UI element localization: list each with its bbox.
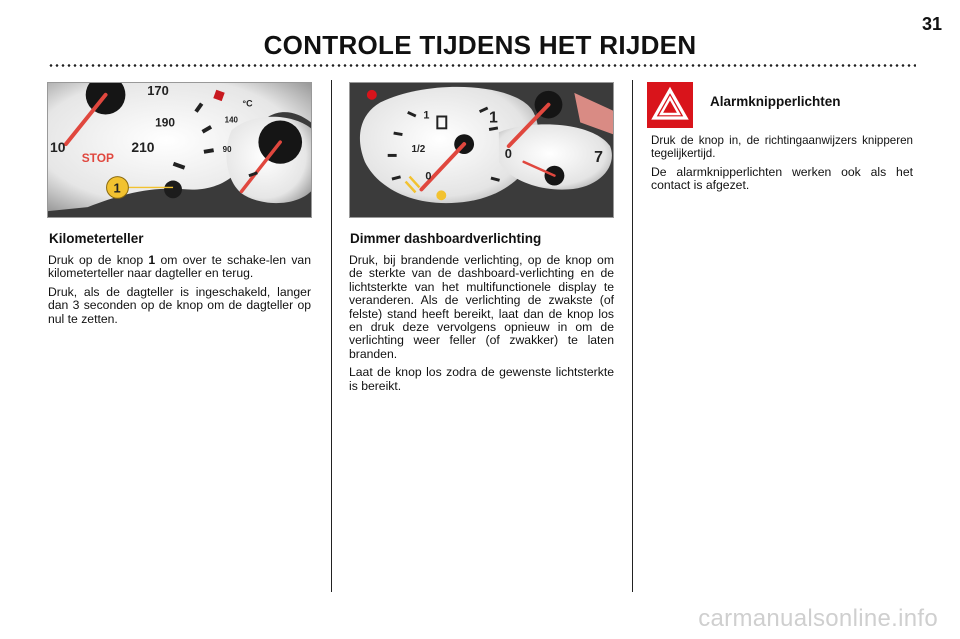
odometer-heading: Kilometerteller [49,231,144,246]
watermark: carmanualsonline.info [698,605,938,632]
page-number: 31 [921,14,942,34]
dotted-divider [48,64,916,67]
odometer-paragraph-1: Druk op de knop 1 om over te schake-len van kilometerteller naar dagteller en terug. [48,253,311,281]
dial-number-90: 90 [222,144,232,154]
column-divider-right [632,80,633,592]
tacho-mark-1: 1 [488,109,498,127]
hazard-heading: Alarmknipperlichten [710,94,841,109]
hazard-paragraph-2: De alarmknipperlichten werken ook als het contact is afgezet. [651,164,913,193]
column-divider-left [331,80,332,592]
fuel-mark-half: 1/2 [411,143,426,155]
dial-number-190: 190 [155,115,176,130]
callout-number: 1 [113,180,121,196]
hazard-button-image [647,82,693,128]
dial-number-170: 170 [147,83,169,98]
dimmer-paragraph-2: Laat de knop los zodra de gewenste lichtsterkte is bereikt. [349,365,614,393]
dial-number-210: 210 [131,139,155,155]
dimmer-text [349,254,614,398]
knob-reference: 1 [148,253,156,267]
dial-number-10: 10 [49,139,66,155]
odometer-text [48,254,311,331]
fuel-mark-full: 1 [423,109,430,122]
tacho-mark-0: 0 [504,145,513,161]
dimmer-heading: Dimmer dashboardverlichting [350,231,542,246]
dimmer-paragraph-1: Druk, bij brandende verlichting, op de knop om de sterkte van de dashboard-verlichting en de lichtsterkte van het multifunctionele display te veranderen. Als de verlichting de zwakste (of felste) stand heeft bereikt, laat dan de knop los en druk deze vervolgens opnieuw in om de verlichting weer feller (of zwakker) te laten branden. [349,253,614,361]
tacho-mark-7: 7 [594,148,603,166]
page-title: CONTROLE TIJDENS HET RIJDEN [263,30,697,60]
dial-number-140: 140 [224,115,238,125]
hazard-text [651,134,913,198]
hazard-triangle-icon [647,82,693,128]
temp-unit-label: °C [242,98,253,109]
dimmer-photo [349,82,614,218]
hazard-paragraph-1: Druk de knop in, de richtingaanwijzers knipperen tegelijkertijd. [651,134,913,161]
fuel-mark-empty: 0 [425,170,432,183]
odometer-photo [47,82,312,218]
stop-label: STOP [81,150,114,165]
odometer-paragraph-2: Druk, als de dagteller is ingeschakeld, langer dan 3 seconden op de knop om de dagteller op nul te zetten. [48,284,311,326]
